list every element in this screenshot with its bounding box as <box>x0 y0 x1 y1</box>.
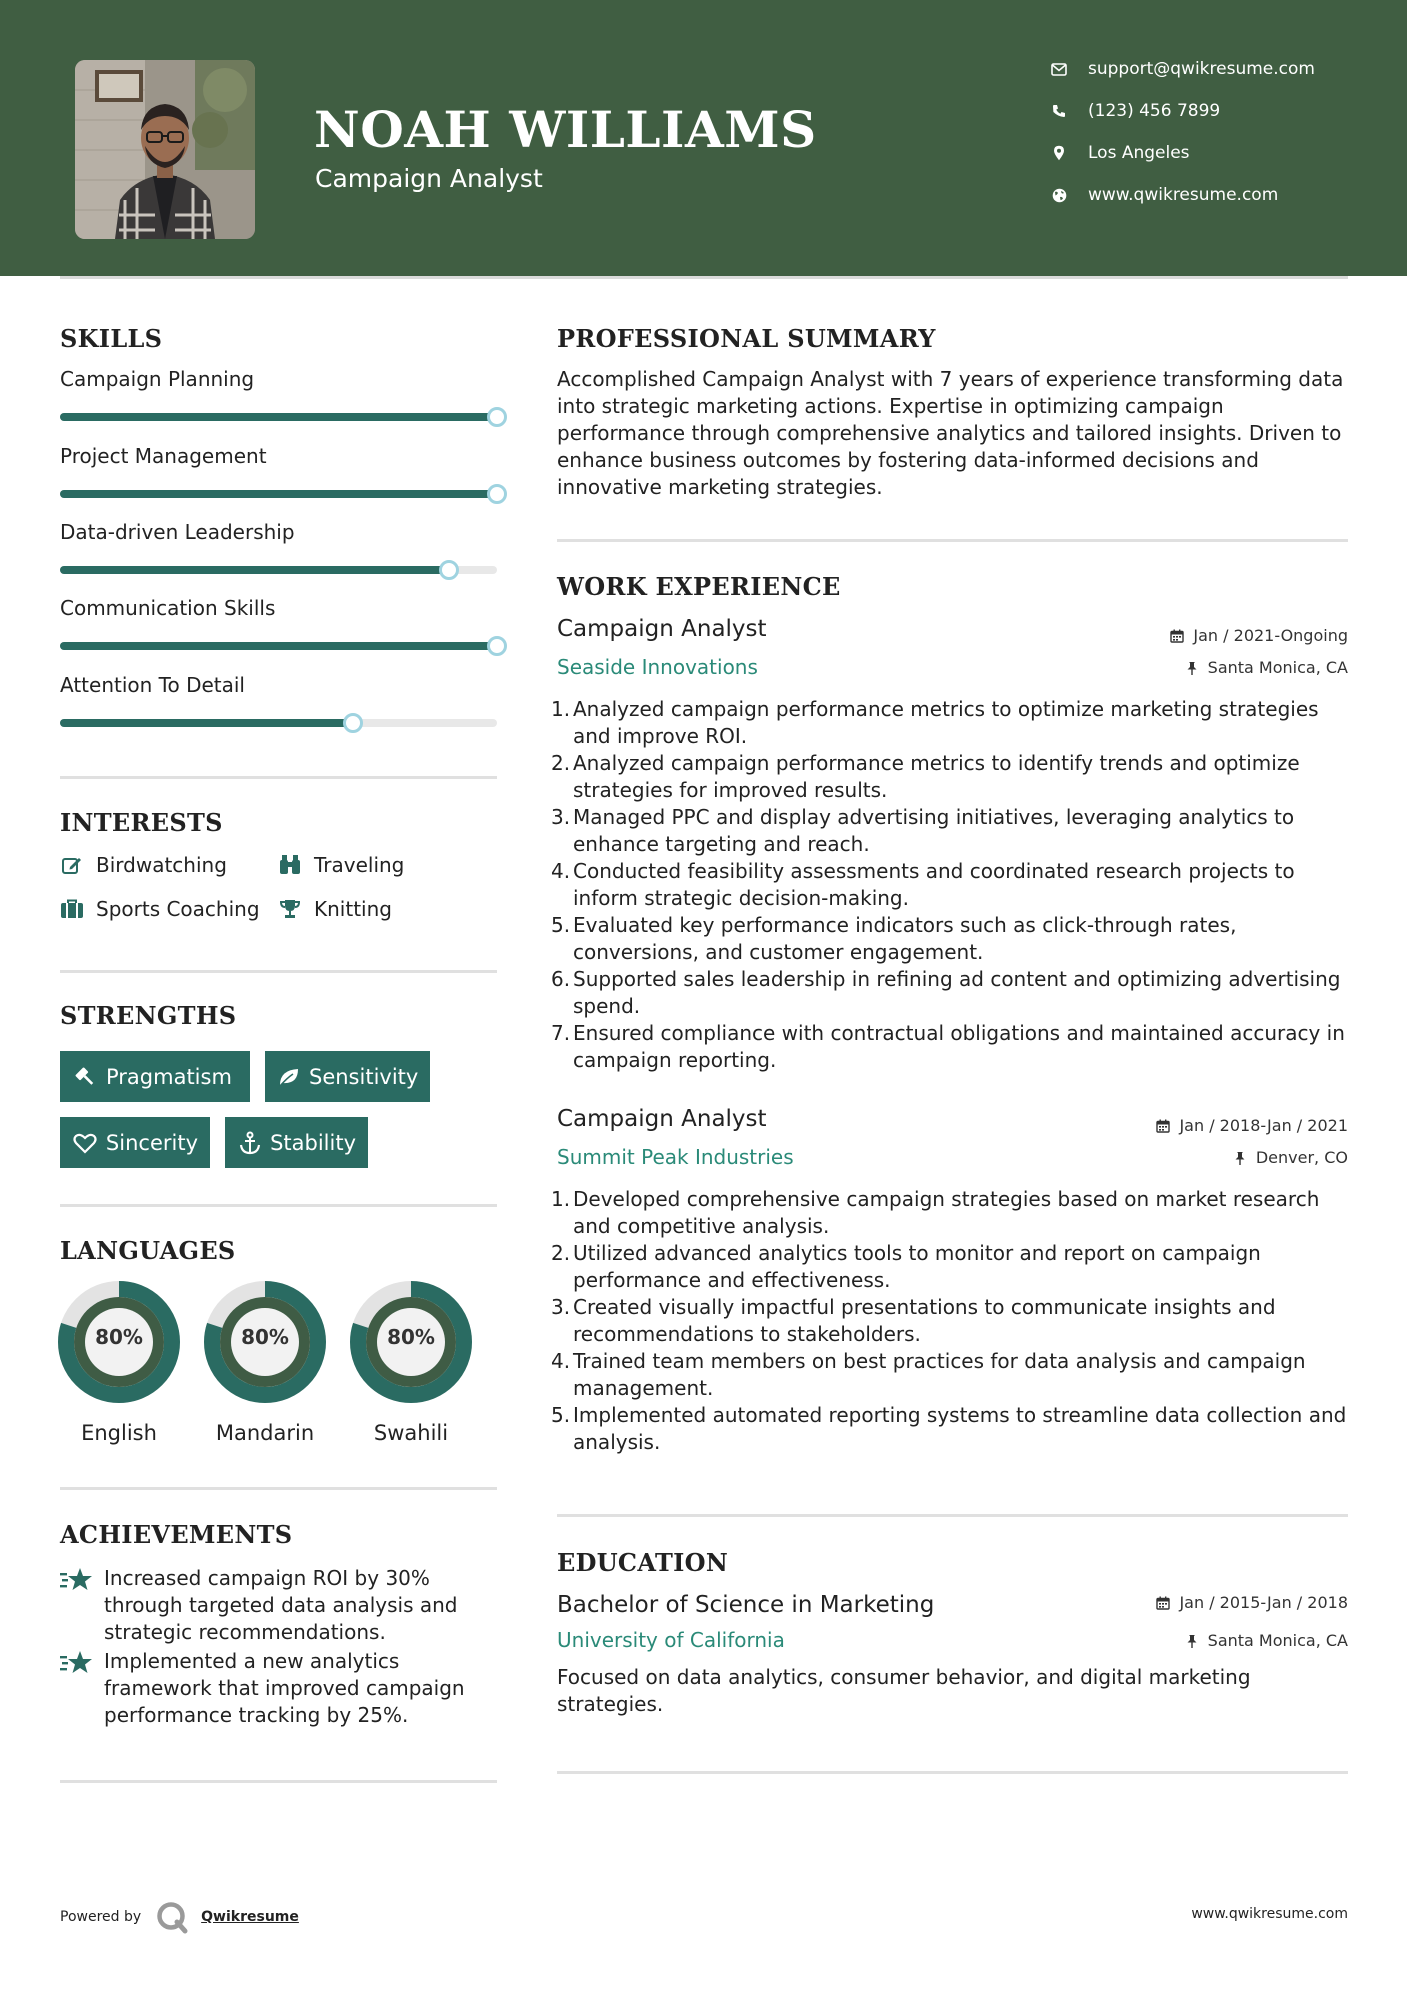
footer-website-link[interactable]: www.qwikresume.com <box>1191 1906 1348 1922</box>
skill-bar-knob <box>487 636 507 656</box>
company-name: Summit Peak Industries <box>557 1145 794 1169</box>
summary-heading: PROFESSIONAL SUMMARY <box>557 324 936 353</box>
job-bullet-list <box>551 696 1357 1074</box>
skill-bar <box>60 719 497 727</box>
qwikresume-link[interactable]: Qwikresume <box>201 1909 299 1925</box>
strength-tag <box>60 1117 210 1168</box>
job-bullet: 7. Ensured compliance with contractual obligations and maintained accuracy in campaign reporting. <box>551 1021 1345 1072</box>
strengths-divider <box>60 1204 497 1207</box>
calendar-icon <box>1155 1118 1171 1134</box>
skill-bar-fill <box>60 490 497 498</box>
strength-tag <box>265 1051 430 1102</box>
job-dates-text: Jan / 2018-Jan / 2021 <box>1179 1116 1348 1135</box>
job-bullet-list <box>551 1186 1357 1456</box>
interest-label: Sports Coaching <box>96 897 260 921</box>
gavel-icon <box>72 1064 98 1090</box>
strength-label: Stability <box>270 1130 356 1155</box>
job-bullet: 3. Managed PPC and display advertising initiatives, leveraging analytics to enhance targeting and reach. <box>551 805 1295 856</box>
envelope-icon <box>1050 60 1068 78</box>
profile-photo <box>75 60 255 239</box>
achievements-heading: ACHIEVEMENTS <box>60 1520 293 1549</box>
globe-icon <box>1050 186 1068 204</box>
job-title: Campaign Analyst <box>557 1106 767 1132</box>
interest-label: Birdwatching <box>96 853 227 877</box>
job-location <box>1232 1148 1348 1167</box>
language-item <box>350 1281 472 1445</box>
contact-location-text: Los Angeles <box>1088 143 1190 163</box>
summary-text: Accomplished Campaign Analyst with 7 years of experience transforming data into strategic marketing actions. Expertise in optimizing campaign performance through comprehensive analytics and tailored insights. Driven to enhance business outcomes by fostering data-informed decisions and innovative marketing strategies. <box>557 367 1344 499</box>
qwikresume-logo-icon <box>155 1900 189 1934</box>
education-location <box>1184 1631 1348 1650</box>
achievement-item <box>60 1565 500 1646</box>
job-bullet: 4. Trained team members on best practices for data analysis and campaign management. <box>551 1349 1306 1400</box>
education-location-text: Santa Monica, CA <box>1207 1631 1348 1650</box>
strength-tag <box>60 1051 250 1102</box>
skill-bar-fill <box>60 566 449 574</box>
skill-bar-fill <box>60 642 497 650</box>
calendar-icon <box>1169 628 1185 644</box>
skill-bar-knob <box>487 484 507 504</box>
location-pin-icon <box>1050 144 1068 162</box>
job-bullet: 1. Analyzed campaign performance metrics to optimize marketing strategies and improve ROI. <box>551 697 1319 748</box>
education-description: Focused on data analytics, consumer behavior, and digital marketing strategies. <box>557 1665 1251 1716</box>
job-title: Campaign Analyst <box>557 616 767 642</box>
trophy-icon <box>278 897 302 921</box>
education-dates-text: Jan / 2015-Jan / 2018 <box>1179 1593 1348 1612</box>
calendar-icon <box>1155 1595 1171 1611</box>
candidate-job-title: Campaign Analyst <box>315 164 543 193</box>
edit-icon <box>60 853 84 877</box>
star-badge-icon <box>60 1648 94 1678</box>
job-bullet: 5. Evaluated key performance indicators such as click-through rates, conversions, and customer engagement. <box>551 913 1237 964</box>
contact-website-text: www.qwikresume.com <box>1088 185 1279 205</box>
skill-bar <box>60 490 497 498</box>
interest-label: Traveling <box>314 853 405 877</box>
education-heading: EDUCATION <box>557 1548 729 1577</box>
contact-location <box>1050 143 1190 163</box>
skill-bar-knob <box>487 407 507 427</box>
skill-bar-fill <box>60 719 353 727</box>
star-badge-icon <box>60 1565 94 1595</box>
skill-label: Project Management <box>60 444 267 468</box>
contact-email-text: support@qwikresume.com <box>1088 59 1315 79</box>
candidate-name: NOAH WILLIAMS <box>314 100 817 159</box>
languages-heading: LANGUAGES <box>60 1236 236 1265</box>
interests-heading: INTERESTS <box>60 808 223 837</box>
pushpin-icon <box>1232 1150 1248 1166</box>
skill-label: Attention To Detail <box>60 673 245 697</box>
binoculars-icon <box>278 853 302 877</box>
job-location <box>1184 658 1348 677</box>
interest-item <box>278 897 392 921</box>
strengths-heading: STRENGTHS <box>60 1001 237 1030</box>
education-divider <box>557 1771 1348 1774</box>
language-name: Swahili <box>373 1421 449 1445</box>
pushpin-icon <box>1184 660 1200 676</box>
strength-tag <box>225 1117 368 1168</box>
job-location-text: Santa Monica, CA <box>1207 658 1348 677</box>
interest-item <box>60 853 227 877</box>
skill-label: Communication Skills <box>60 596 276 620</box>
strength-label: Sensitivity <box>309 1064 419 1089</box>
strength-label: Sincerity <box>105 1130 198 1155</box>
achievement-text: Implemented a new analytics framework that improved campaign performance tracking by 25%. <box>104 1649 465 1727</box>
skill-bar <box>60 566 497 574</box>
powered-by-text: Powered by <box>60 1909 142 1925</box>
languages-divider <box>60 1487 497 1490</box>
skill-bar <box>60 642 497 650</box>
language-name: English <box>81 1421 157 1445</box>
job-bullet: 4. Conducted feasibility assessments and coordinated research projects to inform strategic decision-making. <box>551 859 1295 910</box>
language-percent: 80% <box>241 1325 289 1349</box>
language-item <box>204 1281 326 1445</box>
contact-phone[interactable] <box>1050 101 1220 121</box>
phone-icon <box>1050 102 1068 120</box>
job-dates-text: Jan / 2021-Ongoing <box>1193 626 1348 645</box>
summary-divider <box>557 539 1348 542</box>
language-percent: 80% <box>95 1325 143 1349</box>
skill-bar-fill <box>60 413 497 421</box>
resume-header <box>0 0 1407 276</box>
language-item <box>58 1281 180 1445</box>
work-experience-heading: WORK EXPERIENCE <box>557 572 841 601</box>
job-bullet: 2. Utilized advanced analytics tools to monitor and report on campaign performance and effectiveness. <box>551 1241 1261 1292</box>
language-percent: 80% <box>387 1325 435 1349</box>
company-name: Seaside Innovations <box>557 655 758 679</box>
achievements-divider <box>60 1780 497 1783</box>
pushpin-icon <box>1184 1633 1200 1649</box>
skills-divider <box>60 776 497 779</box>
skill-bar-knob <box>439 560 459 580</box>
job-dates <box>1169 626 1348 645</box>
contact-website[interactable] <box>1050 185 1278 205</box>
experience-divider <box>557 1514 1348 1517</box>
interest-item <box>278 853 404 877</box>
interest-label: Knitting <box>314 897 392 921</box>
skill-bar <box>60 413 497 421</box>
job-bullet: 6. Supported sales leadership in refining ad content and optimizing advertising spend. <box>551 967 1341 1018</box>
language-name: Mandarin <box>215 1421 315 1445</box>
heart-icon <box>72 1130 98 1156</box>
job-bullet: 5. Implemented automated reporting systems to streamline data collection and analysis. <box>551 1403 1347 1454</box>
interest-item <box>60 897 260 921</box>
header-divider <box>60 276 1348 279</box>
job-bullet: 1. Developed comprehensive campaign strategies based on market research and competitive analysis. <box>551 1187 1320 1238</box>
contact-phone-text: (123) 456 7899 <box>1088 101 1221 121</box>
school-name: University of California <box>557 1628 785 1652</box>
education-dates <box>1155 1593 1348 1612</box>
achievement-text: Increased campaign ROI by 30% through targeted data analysis and strategic recommendations. <box>104 1566 458 1644</box>
achievement-item <box>60 1648 500 1729</box>
job-bullet: 2. Analyzed campaign performance metrics to identify trends and optimize strategies for improved results. <box>551 751 1300 802</box>
degree-title: Bachelor of Science in Marketing <box>557 1592 935 1618</box>
leaf-icon <box>277 1064 301 1090</box>
anchor-icon <box>237 1130 262 1156</box>
job-dates <box>1155 1116 1348 1135</box>
strength-label: Pragmatism <box>106 1064 232 1089</box>
footer-branding <box>60 1900 299 1934</box>
job-bullet: 3. Created visually impactful presentations to communicate insights and recommendations to stakeholders. <box>551 1295 1276 1346</box>
briefcase-icon <box>60 897 84 921</box>
job-location-text: Denver, CO <box>1255 1148 1348 1167</box>
skill-label: Campaign Planning <box>60 367 255 391</box>
interests-divider <box>60 970 497 973</box>
skills-heading: SKILLS <box>60 324 163 353</box>
contact-email[interactable] <box>1050 59 1315 79</box>
skill-label: Data-driven Leadership <box>60 520 295 544</box>
skill-bar-knob <box>343 713 363 733</box>
